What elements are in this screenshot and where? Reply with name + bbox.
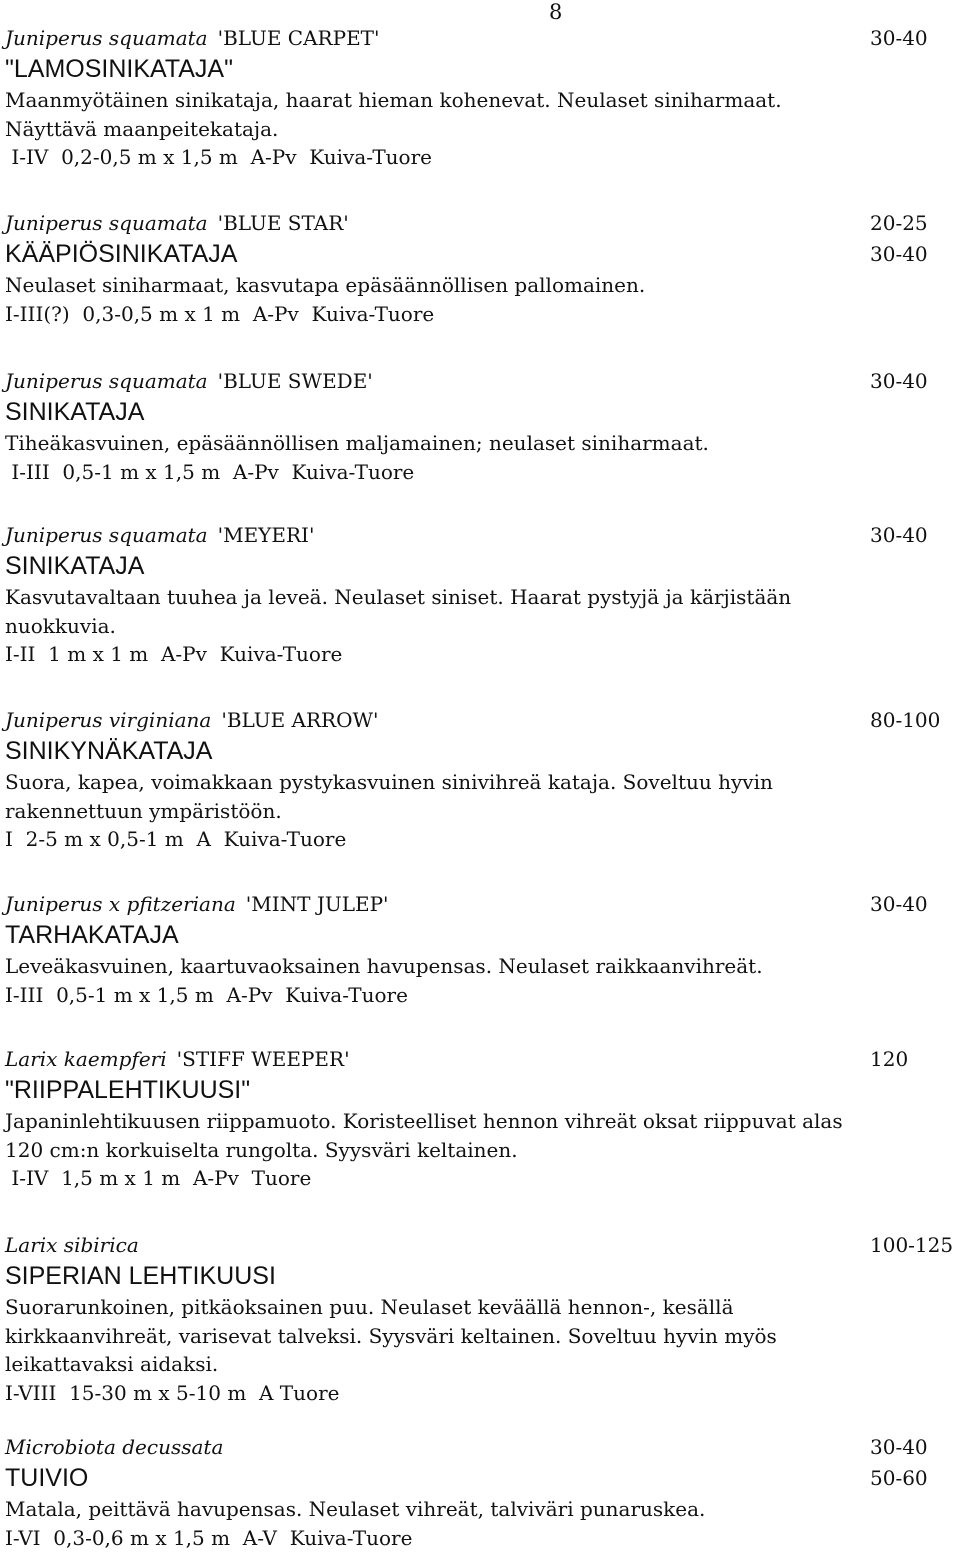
plant-entry <box>5 1231 960 1407</box>
plant-size-secondary: 30-40 <box>870 242 928 266</box>
description: Neulaset siniharmaat, kasvutapa epäsäännöllisen pallomainen. <box>5 273 646 297</box>
latin-name: Juniperus virginiana <box>5 708 212 732</box>
plant-entry <box>5 209 960 328</box>
entry-header <box>5 521 960 550</box>
plant-entry <box>5 1433 960 1552</box>
entry-header <box>5 1433 960 1462</box>
entry-header <box>5 1045 960 1074</box>
plant-entry <box>5 521 960 669</box>
description: Leveäkasvuinen, kaartuvaoksainen havupensas. Neulaset raikkaanvihreät. <box>5 954 763 978</box>
common-name: SINIKATAJA <box>5 398 145 426</box>
growing-spec: I-IV 0,2-0,5 m x 1,5 m A-Pv Kuiva-Tuore <box>5 145 432 169</box>
common-name: SINIKATAJA <box>5 552 145 580</box>
common-name: "RIIPPALEHTIKUUSI" <box>5 1076 251 1104</box>
common-name-text: TUIVIO <box>5 1464 89 1492</box>
description: Kasvutavaltaan tuuhea ja leveä. Neulaset siniset. Haarat pystyjä ja kärjistään nuokkuvia. <box>5 585 792 638</box>
plant-size: 120 <box>870 1047 909 1071</box>
page-number: 8 <box>549 0 563 24</box>
growing-spec: I-VI 0,3-0,6 m x 1,5 m A-V Kuiva-Tuore <box>5 1525 413 1550</box>
plant-entry <box>5 890 960 1009</box>
plant-size: 80-100 <box>870 708 941 732</box>
entry-header <box>5 367 960 396</box>
plant-entry <box>5 1045 960 1193</box>
common-name-text: KÄÄPIÖSINIKATAJA <box>5 240 238 268</box>
plant-size-secondary: 50-60 <box>870 1466 928 1490</box>
description: Suora, kapea, voimakkaan pystykasvuinen sinivihreä kataja. Soveltuu hyvin rakennettuun ympäristöön. <box>5 770 773 823</box>
growing-spec: I-VIII 15-30 m x 5-10 m A Tuore <box>5 1380 340 1405</box>
latin-name: Juniperus squamata <box>5 26 208 50</box>
latin-name: Larix sibirica <box>5 1233 139 1257</box>
cultivar-name: 'MEYERI' <box>217 523 315 547</box>
entry-header <box>5 706 960 735</box>
growing-spec: I-II 1 m x 1 m A-Pv Kuiva-Tuore <box>5 642 343 666</box>
common-name: SIPERIAN LEHTIKUUSI <box>5 1262 276 1290</box>
cultivar-name: 'MINT JULEP' <box>245 892 389 916</box>
common-name <box>5 238 960 271</box>
growing-spec: I-III 0,5-1 m x 1,5 m A-Pv Kuiva-Tuore <box>5 982 408 1007</box>
common-name <box>5 1462 960 1495</box>
plant-entry <box>5 24 960 172</box>
plant-size: 30-40 <box>870 26 928 50</box>
common-name: "LAMOSINIKATAJA" <box>5 55 233 83</box>
cultivar-name: 'STIFF WEEPER' <box>176 1047 350 1071</box>
growing-spec: I 2-5 m x 0,5-1 m A Kuiva-Tuore <box>5 827 347 851</box>
entry-header <box>5 209 960 238</box>
cultivar-name: 'BLUE CARPET' <box>217 26 380 50</box>
latin-name: Microbiota decussata <box>5 1435 224 1459</box>
latin-name: Juniperus squamata <box>5 211 208 235</box>
plant-size: 30-40 <box>870 523 928 547</box>
latin-name: Juniperus squamata <box>5 523 208 547</box>
growing-spec: I-III(?) 0,3-0,5 m x 1 m A-Pv Kuiva-Tuore <box>5 301 435 326</box>
entry-header <box>5 890 960 919</box>
latin-name: Juniperus squamata <box>5 369 208 393</box>
plant-size: 30-40 <box>870 892 928 916</box>
description: Maanmyötäinen sinikataja, haarat hieman kohenevat. Neulaset siniharmaat. Näyttävä maanpeitekataja. <box>5 88 782 141</box>
cultivar-name: 'BLUE ARROW' <box>221 708 379 732</box>
common-name: SINIKYNÄKATAJA <box>5 737 213 765</box>
plant-entry <box>5 367 960 486</box>
growing-spec: I-III 0,5-1 m x 1,5 m A-Pv Kuiva-Tuore <box>5 459 415 484</box>
cultivar-name: 'BLUE SWEDE' <box>217 369 373 393</box>
growing-spec: I-IV 1,5 m x 1 m A-Pv Tuore <box>5 1166 312 1190</box>
latin-name: Juniperus x pfitzeriana <box>5 892 236 916</box>
plant-entry <box>5 706 960 854</box>
entry-header <box>5 24 960 53</box>
latin-name: Larix kaempferi <box>5 1047 167 1071</box>
entry-header <box>5 1231 960 1260</box>
cultivar-name: 'BLUE STAR' <box>217 211 349 235</box>
description: Tiheäkasvuinen, epäsäännöllisen maljamainen; neulaset siniharmaat. <box>5 431 709 455</box>
description: Suorarunkoinen, pitkäoksainen puu. Neulaset keväällä hennon-, kesällä kirkkaanvihreät, varisevat talveksi. Syysväri keltainen. Soveltuu hyvin myös leikattavaksi aidaksi. <box>5 1295 777 1376</box>
plant-size: 20-25 <box>870 211 928 235</box>
plant-size: 30-40 <box>870 369 928 393</box>
plant-size: 30-40 <box>870 1435 928 1459</box>
plant-size: 100-125 <box>870 1233 954 1257</box>
description: Japaninlehtikuusen riippamuoto. Koristeelliset hennon vihreät oksat riippuvat alas 120 cm:n korkuiselta rungolta. Syysväri keltainen. <box>5 1109 843 1162</box>
common-name: TARHAKATAJA <box>5 921 179 949</box>
description: Matala, peittävä havupensas. Neulaset vihreät, talviväri punaruskea. <box>5 1497 706 1521</box>
